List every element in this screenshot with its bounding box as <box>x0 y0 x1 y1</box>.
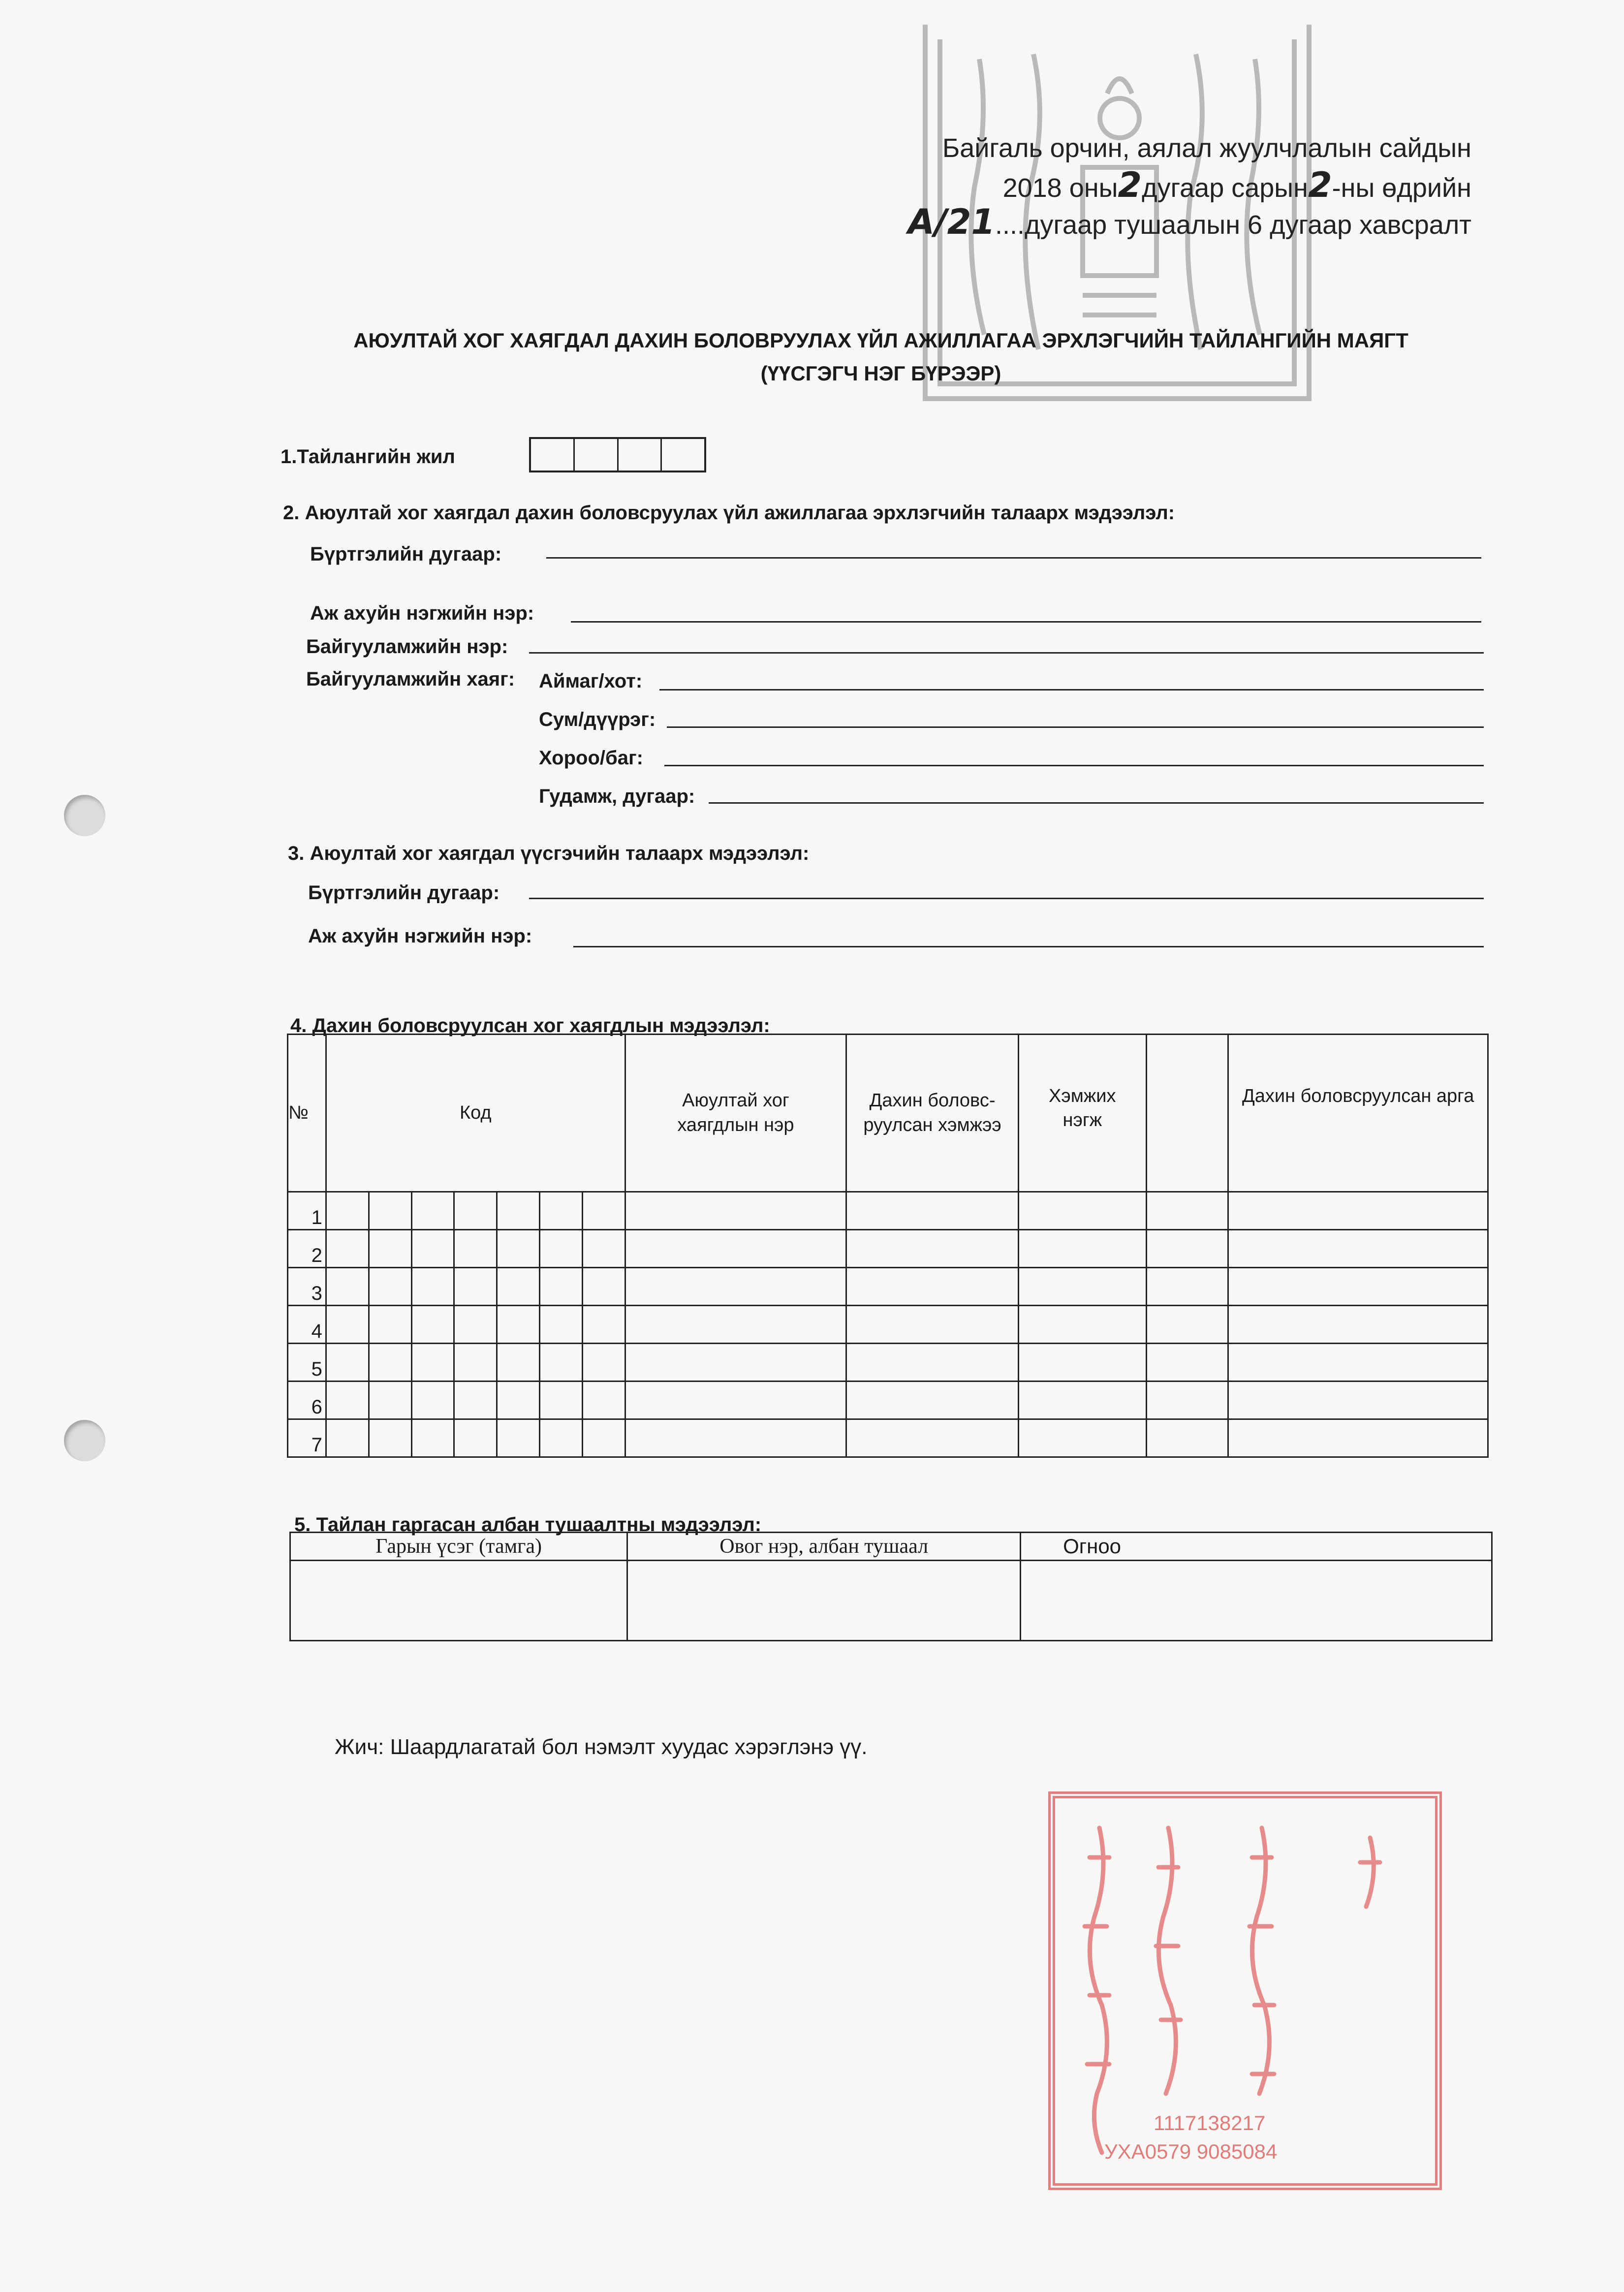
code-cell[interactable] <box>539 1192 582 1230</box>
method-cell[interactable] <box>1228 1268 1488 1306</box>
code-cell[interactable] <box>539 1268 582 1306</box>
amount-cell[interactable] <box>846 1306 1019 1344</box>
blank-cell[interactable] <box>1146 1192 1228 1230</box>
col-header-signature: Гарын үсэг (тамга) <box>290 1533 627 1561</box>
amount-cell[interactable] <box>846 1381 1019 1419</box>
footnote: Жич: Шаардлагатай бол нэмэлт хуудас хэрэглэнэ үү. <box>335 1735 868 1759</box>
table-row <box>288 1192 1488 1230</box>
section-4-heading: 4. Дахин боловсруулсан хог хаягдлын мэдээлэл: <box>290 1015 770 1036</box>
table-row <box>288 1268 1488 1306</box>
waste-name-cell[interactable] <box>625 1344 846 1381</box>
handwritten-day: 2 <box>1308 165 1332 205</box>
waste-name-cell[interactable] <box>625 1419 846 1457</box>
form-title: АЮУЛТАЙ ХОГ ХАЯГДАЛ ДАХИН БОЛОВРУУЛАХ ҮЙЛ АЖИЛЛАГАА ЭРХЛЭГЧИЙН ТАЙЛАНГИЙН МАЯГТ <box>353 329 1408 352</box>
waste-name-cell[interactable] <box>625 1268 846 1306</box>
unit-cell[interactable] <box>1018 1419 1146 1457</box>
blank-cell[interactable] <box>1146 1344 1228 1381</box>
code-cell[interactable] <box>454 1268 497 1306</box>
code-cell[interactable] <box>369 1192 411 1230</box>
section-3-heading: 3. Аюултай хог хаягдал үүсгэчийн талаарх мэдээлэл: <box>288 843 810 864</box>
facility-name-label: Байгууламжийн нэр: <box>306 636 508 658</box>
amount-cell[interactable] <box>846 1344 1019 1381</box>
method-cell[interactable] <box>1228 1306 1488 1344</box>
code-cell[interactable] <box>411 1344 454 1381</box>
year-digit-box[interactable] <box>575 439 619 471</box>
method-cell[interactable] <box>1228 1419 1488 1457</box>
unit-cell[interactable] <box>1018 1192 1146 1230</box>
code-cell[interactable] <box>582 1419 625 1457</box>
code-cell[interactable] <box>411 1230 454 1268</box>
code-cell[interactable] <box>582 1381 625 1419</box>
header-line-3: А/21....дугаар тушаалын 6 дугаар хавсралт <box>907 202 1471 242</box>
row-number: 1 <box>288 1192 326 1230</box>
sum-label: Сум/дүүрэг: <box>539 709 656 730</box>
row-number: 4 <box>288 1306 326 1344</box>
table-row <box>288 1419 1488 1457</box>
form-subtitle: (ҮҮСГЭГЧ НЭГ БҮРЭЭР) <box>760 362 1001 385</box>
header-line-2: 2018 оны2дугаар сарын2-ны өдрийн <box>1002 165 1471 205</box>
code-cell[interactable] <box>582 1306 625 1344</box>
table-row <box>288 1230 1488 1268</box>
amount-cell[interactable] <box>846 1192 1019 1230</box>
col-header-waste-name: Аюултай хог хаягдлын нэр <box>625 1035 846 1192</box>
section-2-heading: 2. Аюултай хог хаягдал дахин боловсруулах үйл ажиллагаа эрхлэгчийн талаарх мэдээлэл: <box>283 502 1175 524</box>
code-cell[interactable] <box>326 1344 369 1381</box>
code-cell[interactable] <box>497 1230 540 1268</box>
waste-name-cell[interactable] <box>625 1381 846 1419</box>
blank-cell[interactable] <box>1146 1268 1228 1306</box>
code-cell[interactable] <box>582 1192 625 1230</box>
amount-cell[interactable] <box>846 1230 1019 1268</box>
generator-reg-no-field[interactable] <box>529 898 1484 899</box>
col-header-amount: Дахин боловс-руулсан хэмжээ <box>846 1035 1019 1192</box>
stamp-number-1: 1117138217 <box>1154 2111 1266 2135</box>
code-cell[interactable] <box>539 1306 582 1344</box>
year-digit-box[interactable] <box>531 439 575 471</box>
col-header-unit: Хэмжих нэгж <box>1018 1035 1146 1192</box>
code-cell[interactable] <box>582 1268 625 1306</box>
table-row <box>288 1306 1488 1344</box>
header-line-1: Байгаль орчин, аялал жуулчлалын сайдын <box>942 133 1471 163</box>
code-cell[interactable] <box>539 1344 582 1381</box>
row-number: 5 <box>288 1344 326 1381</box>
code-cell[interactable] <box>369 1344 411 1381</box>
code-cell[interactable] <box>411 1268 454 1306</box>
col-header-name-position: Овог нэр, албан тушаал <box>627 1533 1021 1561</box>
code-cell[interactable] <box>454 1230 497 1268</box>
code-cell[interactable] <box>454 1419 497 1457</box>
year-digit-box[interactable] <box>619 439 662 471</box>
code-cell[interactable] <box>497 1344 540 1381</box>
khoroo-field[interactable] <box>664 765 1484 766</box>
row-number: 2 <box>288 1230 326 1268</box>
table-row <box>288 1381 1488 1419</box>
punch-hole-top <box>64 795 105 836</box>
code-cell[interactable] <box>454 1306 497 1344</box>
amount-cell[interactable] <box>846 1268 1019 1306</box>
row-number: 3 <box>288 1268 326 1306</box>
col-header-blank <box>1146 1035 1228 1192</box>
section-5-heading: 5. Тайлан гаргасан албан тушаалтны мэдээлэл: <box>294 1514 762 1536</box>
recycled-waste-table <box>287 1034 1489 1458</box>
code-cell[interactable] <box>497 1306 540 1344</box>
code-cell[interactable] <box>369 1381 411 1419</box>
signature-cell[interactable] <box>290 1561 627 1641</box>
col-header-method: Дахин боловсруулсан арга <box>1228 1035 1488 1192</box>
waste-name-cell[interactable] <box>625 1192 846 1230</box>
unit-cell[interactable] <box>1018 1381 1146 1419</box>
recycler-entity-name-label: Аж ахуйн нэгжийн нэр: <box>310 602 534 624</box>
blank-cell[interactable] <box>1146 1306 1228 1344</box>
code-cell[interactable] <box>369 1268 411 1306</box>
code-cell[interactable] <box>411 1306 454 1344</box>
code-cell[interactable] <box>497 1381 540 1419</box>
col-header-date: Огноо <box>1021 1533 1492 1561</box>
code-cell[interactable] <box>497 1192 540 1230</box>
code-cell[interactable] <box>326 1268 369 1306</box>
blank-cell[interactable] <box>1146 1230 1228 1268</box>
street-field[interactable] <box>709 802 1484 804</box>
year-digit-box[interactable] <box>662 439 704 471</box>
method-cell[interactable] <box>1228 1381 1488 1419</box>
code-cell[interactable] <box>411 1192 454 1230</box>
stamp-number-2: УХА0579 9085084 <box>1104 2140 1278 2163</box>
code-cell[interactable] <box>326 1381 369 1419</box>
code-cell[interactable] <box>497 1268 540 1306</box>
code-cell[interactable] <box>326 1230 369 1268</box>
method-cell[interactable] <box>1228 1230 1488 1268</box>
report-year-boxes[interactable] <box>529 437 706 472</box>
recycler-reg-no-field[interactable] <box>546 557 1481 559</box>
official-info-table <box>289 1532 1493 1641</box>
waste-name-cell[interactable] <box>625 1230 846 1268</box>
facility-name-field[interactable] <box>529 652 1484 654</box>
row-number: 7 <box>288 1419 326 1457</box>
aimag-label: Аймаг/хот: <box>539 670 643 692</box>
code-cell[interactable] <box>326 1419 369 1457</box>
handwritten-month: 2 <box>1118 165 1142 205</box>
code-cell[interactable] <box>497 1419 540 1457</box>
code-cell[interactable] <box>582 1230 625 1268</box>
code-cell[interactable] <box>369 1230 411 1268</box>
code-cell[interactable] <box>326 1306 369 1344</box>
punch-hole-bottom <box>64 1420 105 1461</box>
code-cell[interactable] <box>539 1381 582 1419</box>
col-header-no: № <box>288 1035 326 1192</box>
generator-reg-no-label: Бүртгэлийн дугаар: <box>308 882 500 904</box>
recycler-reg-no-label: Бүртгэлийн дугаар: <box>310 543 502 565</box>
table-row <box>288 1344 1488 1381</box>
unit-cell[interactable] <box>1018 1344 1146 1381</box>
method-cell[interactable] <box>1228 1192 1488 1230</box>
blank-cell[interactable] <box>1146 1419 1228 1457</box>
code-cell[interactable] <box>369 1419 411 1457</box>
handwritten-order-number: А/21 <box>907 202 996 242</box>
code-cell[interactable] <box>454 1192 497 1230</box>
unit-cell[interactable] <box>1018 1230 1146 1268</box>
name-position-cell[interactable] <box>627 1561 1021 1641</box>
khoroo-label: Хороо/баг: <box>539 747 643 769</box>
code-cell[interactable] <box>326 1192 369 1230</box>
street-label: Гудамж, дугаар: <box>539 785 695 807</box>
code-cell[interactable] <box>411 1419 454 1457</box>
code-cell[interactable] <box>454 1381 497 1419</box>
generator-entity-name-field[interactable] <box>573 946 1484 947</box>
code-cell[interactable] <box>454 1344 497 1381</box>
code-cell[interactable] <box>582 1344 625 1381</box>
code-cell[interactable] <box>411 1381 454 1419</box>
method-cell[interactable] <box>1228 1344 1488 1381</box>
blank-cell[interactable] <box>1146 1381 1228 1419</box>
col-header-code: Код <box>326 1035 625 1192</box>
waste-name-cell[interactable] <box>625 1306 846 1344</box>
aimag-field[interactable] <box>659 689 1484 691</box>
generator-entity-name-label: Аж ахуйн нэгжийн нэр: <box>308 925 532 947</box>
date-cell[interactable] <box>1021 1561 1492 1641</box>
facility-address-label: Байгууламжийн хаяг: <box>306 668 515 690</box>
unit-cell[interactable] <box>1018 1268 1146 1306</box>
amount-cell[interactable] <box>846 1419 1019 1457</box>
code-cell[interactable] <box>369 1306 411 1344</box>
recycler-entity-name-field[interactable] <box>571 621 1481 623</box>
report-year-label: 1.Тайлангийн жил <box>281 446 455 468</box>
unit-cell[interactable] <box>1018 1306 1146 1344</box>
sum-field[interactable] <box>667 726 1484 728</box>
row-number: 6 <box>288 1381 326 1419</box>
code-cell[interactable] <box>539 1230 582 1268</box>
code-cell[interactable] <box>539 1419 582 1457</box>
official-red-stamp <box>1048 1791 1442 2190</box>
